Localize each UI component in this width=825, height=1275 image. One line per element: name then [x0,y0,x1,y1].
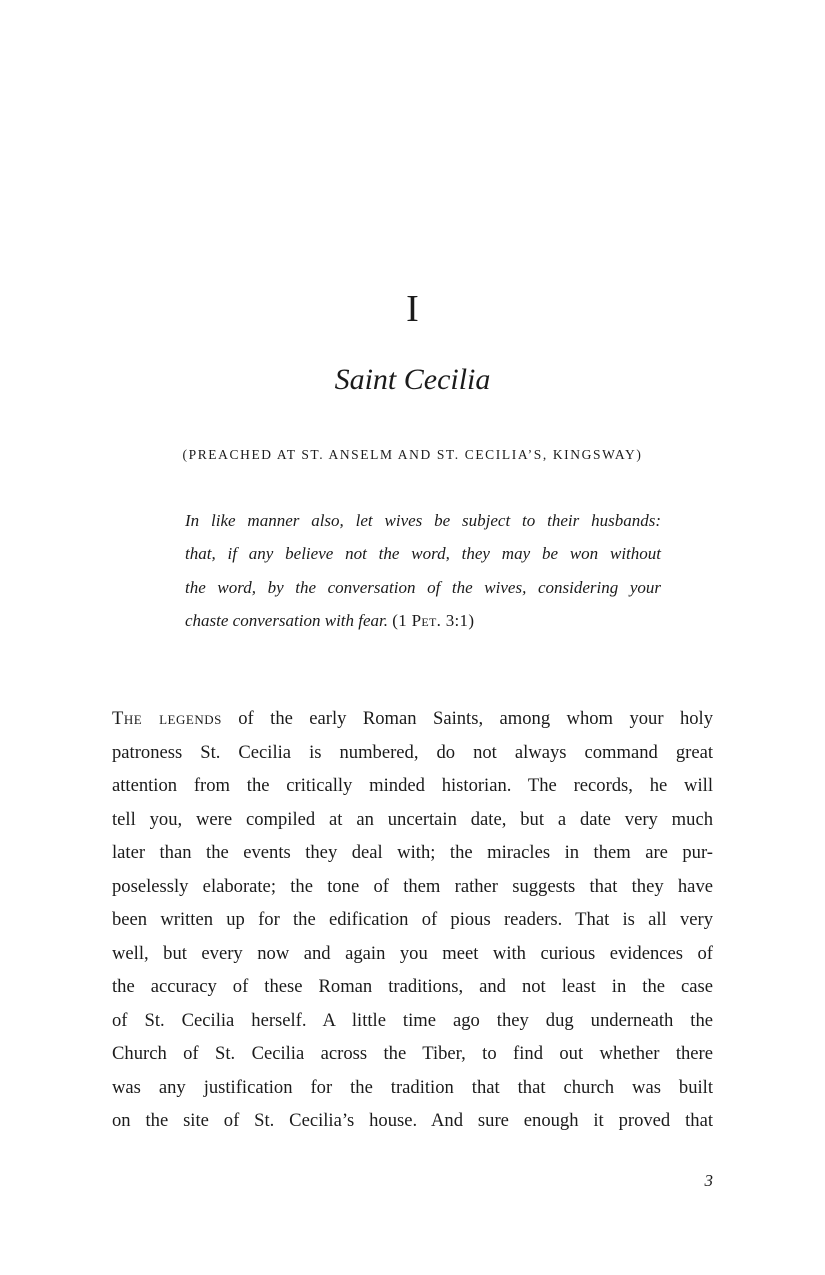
body-line: patroness St. Cecilia is numbered, do not always command great [112,741,713,763]
epigraph-line [185,604,661,637]
body-line: later than the events they deal with; the miracles in them are pur- [112,842,713,863]
body-line: was any justification for the tradition that that church was built [112,1076,713,1098]
body-line: been written up for the edification of pious readers. That is all very [112,909,713,930]
epigraph-line: that, if any believe not the word, they may be won without [185,544,661,564]
body-line: well, but every now and again you meet with curious evidences of [112,942,713,964]
body-paragraph [112,702,713,1138]
body-line: the accuracy of these Roman traditions, and not least in the case [112,976,713,997]
body-line: poselessly elaborate; the tone of them rather suggests that they have [112,875,713,897]
body-line: on the site of St. Cecilia’s house. And sure enough it proved that [112,1110,713,1131]
paragraph-lead-in: The legends [112,708,222,729]
page-number: 3 [704,1171,713,1190]
epigraph-quote [185,504,661,638]
body-line: Church of St. Cecilia across the Tiber, to find out whether there [112,1043,713,1064]
body-line: tell you, were compiled at an uncertain date, but a date very much [112,808,713,830]
body-line [112,702,713,736]
preached-at-line: (PREACHED AT ST. ANSELM AND ST. CECILIA’S, KINGSWAY) [182,447,643,462]
chapter-number: I [406,288,419,330]
body-line: attention from the critically minded historian. The records, he will [112,775,713,796]
epigraph-line: In like manner also, let wives be subject to their husbands: [185,511,661,530]
chapter-title: Saint Cecilia [334,363,491,396]
body-line: of St. Cecilia herself. A little time ago they dug underneath the [112,1009,713,1031]
scripture-reference: (1 Pet. 3:1) [392,611,475,631]
epigraph-line: the word, by the conversation of the wives, considering your [185,577,661,597]
epigraph-last-text: chaste conversation with fear. [185,611,393,631]
body-line-text: of the early Roman Saints, among whom your holy [221,708,713,729]
